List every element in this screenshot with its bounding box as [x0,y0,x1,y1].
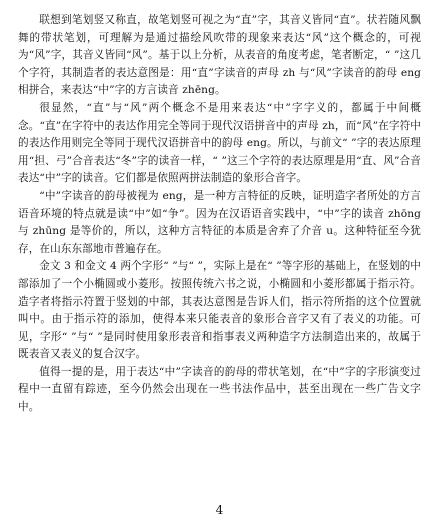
paragraph-2: 很显然，“直”与“风”两个概念不是用来表达“中”字字义的，都属于中间概念。“直”在字符中的表达作用完全等同于现代汉语拼音中的声母 zh，而“风”在字符中的表达作用则完全等同于现代汉语拼音中的韵母 eng。所以，与前文“ ”字的表达原理用“担、弓”合音表达“冬”字的读音一样，“ ”这三个字符的表达原理是用“直、风”合音表达“中”字的读音。它们都是依照两拼法制造的象形合音字。 [18,101,421,185]
paragraph-3: “中”字读音的韵母被视为 eng，是一种方言特征的反映，证明造字者所处的方言语音环境的特点就是读“中”如“争”。因为在汉语语音实践中，“中”字的读音 zhōng 与 zhūng 是等价的，所以，这种方言特征的本质是舍弃了介音 u。这种特征至今犹存，在山东东部地市普遍存在。 [18,189,421,255]
page-number: 4 [215,503,224,517]
paragraph-5: 值得一提的是，用于表达“中”字读音的韵母的带状笔划，在“中”字的字形演变过程中一直留有踪迹，至今仍然会出现在一些书法作品中，甚至出现在一些广告文字中。 [18,365,421,414]
paragraph-1: 联想到笔划竖又称直，故笔划竖可视之为“直”字，其音义皆同“直”。状若随风飘舞的带状笔划，可理解为是通过描绘风吹带的现象来表达“风”这个概念的，可视为“风”字，其音义皆同“风”。基于以上分析，从表音的角度考虑，笔者断定，“ ”这几个字符，其制造者的表达意图是：用“直”字读音的声母 zh 与“风”字读音的韵母 eng 相拼合，来表达“中”字的方言读音 zhēng。 [18,14,421,97]
paragraph-4: 金文 3 和金文 4 两个字形“ ”与“ ”，实际上是在“ ”等字形的基础上，在竖划的中部添加了一个小椭圆或小菱形。按照传统六书之说，小椭圆和小菱形都属于指示符。造字者将指示符置于竖划的中部，其表达意图是告诉人们，指示符所指的这个位置就叫中。由于指示符的添加，使得本来只能表音的象形合音字又有了表义的功能。可见，字形“ ”与“ ”是同时使用象形表音和指事表义两种造字方法制造出来的，故属于既表音又表义的复合汉字。 [18,260,421,361]
